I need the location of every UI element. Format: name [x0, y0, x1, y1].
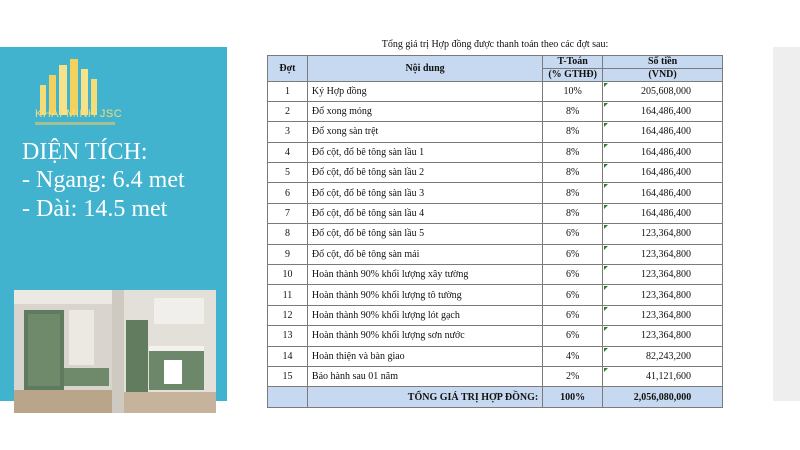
table-row [268, 203, 723, 223]
row-pct: 6% [543, 244, 603, 264]
row-amount: 205,608,000 [603, 81, 723, 101]
row-pct: 10% [543, 81, 603, 101]
row-content: Hoàn thành 90% khối lượng tô tường [307, 285, 542, 305]
row-content: Hoàn thiện và bàn giao [307, 346, 542, 366]
total-label: TỔNG GIÁ TRỊ HỢP ĐỒNG: [307, 387, 542, 407]
row-pct: 8% [543, 163, 603, 183]
row-amount: 82,243,200 [603, 346, 723, 366]
area-length: - Dài: 14.5 met [22, 196, 168, 222]
row-content: Đổ cột, đổ bê tông sàn lầu 2 [307, 163, 542, 183]
row-content: Đổ xong sàn trệt [307, 122, 542, 142]
row-phase: 4 [268, 142, 308, 162]
row-amount: 164,486,400 [603, 183, 723, 203]
row-phase: 12 [268, 305, 308, 325]
table-row [268, 142, 723, 162]
table-row [268, 81, 723, 101]
left-info-panel [0, 47, 227, 401]
table-header-row [268, 55, 723, 68]
right-gray-strip [773, 47, 800, 401]
table-row [268, 244, 723, 264]
total-pct: 100% [543, 387, 603, 407]
row-content: Đổ cột, đổ bê tông sàn mái [307, 244, 542, 264]
row-amount: 41,121,600 [603, 366, 723, 386]
payment-table [267, 35, 723, 408]
header-phase: Đợt [268, 55, 308, 81]
row-amount: 123,364,800 [603, 224, 723, 244]
table-row [268, 326, 723, 346]
row-phase: 7 [268, 203, 308, 223]
table-caption: Tổng giá trị Hợp đồng được thanh toán theo các đợt sau: [268, 35, 723, 55]
table-row [268, 101, 723, 121]
row-content: Đổ cột, đổ bê tông sàn lầu 1 [307, 142, 542, 162]
row-content: Đổ xong móng [307, 101, 542, 121]
total-amount: 2,056,080,000 [603, 387, 723, 407]
header-content: Nội dung [307, 55, 542, 81]
row-pct: 6% [543, 265, 603, 285]
table-row [268, 163, 723, 183]
row-amount: 164,486,400 [603, 163, 723, 183]
row-phase: 9 [268, 244, 308, 264]
row-amount: 123,364,800 [603, 285, 723, 305]
table-total-row [268, 387, 723, 407]
row-pct: 6% [543, 224, 603, 244]
row-amount: 164,486,400 [603, 101, 723, 121]
logo-tagline-decoration [35, 122, 115, 125]
table-row [268, 265, 723, 285]
area-width: - Ngang: 6.4 met [22, 167, 185, 193]
row-phase: 15 [268, 366, 308, 386]
row-phase: 6 [268, 183, 308, 203]
table-row [268, 224, 723, 244]
area-title: DIỆN TÍCH: [22, 139, 148, 165]
row-content: Đổ cột, đổ bê tông sàn lầu 3 [307, 183, 542, 203]
row-pct: 8% [543, 101, 603, 121]
row-content: Bảo hành sau 01 năm [307, 366, 542, 386]
row-phase: 11 [268, 285, 308, 305]
header-rate-unit: (% GTHĐ) [543, 68, 603, 81]
interior-photo [14, 290, 216, 413]
row-amount: 164,486,400 [603, 122, 723, 142]
row-pct: 6% [543, 285, 603, 305]
total-empty-cell [268, 387, 308, 407]
table-row [268, 183, 723, 203]
table-row [268, 346, 723, 366]
row-phase: 13 [268, 326, 308, 346]
row-phase: 5 [268, 163, 308, 183]
header-rate: T-Toán [543, 55, 603, 68]
row-pct: 8% [543, 122, 603, 142]
row-content: Đổ cột, đổ bê tông sàn lầu 4 [307, 203, 542, 223]
company-name: KHAI MINH JSC [35, 108, 123, 120]
row-pct: 4% [543, 346, 603, 366]
row-phase: 1 [268, 81, 308, 101]
header-amount: Số tiền [603, 55, 723, 68]
row-content: Hoàn thành 90% khối lượng lót gạch [307, 305, 542, 325]
row-content: Ký Hợp đồng [307, 81, 542, 101]
row-pct: 2% [543, 366, 603, 386]
row-amount: 123,364,800 [603, 326, 723, 346]
row-phase: 10 [268, 265, 308, 285]
row-pct: 6% [543, 305, 603, 325]
row-content: Đổ cột, đổ bê tông sàn lầu 5 [307, 224, 542, 244]
row-content: Hoàn thành 90% khối lượng xây tường [307, 265, 542, 285]
row-phase: 2 [268, 101, 308, 121]
table-row [268, 285, 723, 305]
table-row [268, 366, 723, 386]
row-amount: 164,486,400 [603, 203, 723, 223]
row-content: Hoàn thành 90% khối lượng sơn nước [307, 326, 542, 346]
row-amount: 164,486,400 [603, 142, 723, 162]
header-amount-unit: (VND) [603, 68, 723, 81]
row-pct: 8% [543, 203, 603, 223]
row-phase: 3 [268, 122, 308, 142]
row-pct: 8% [543, 183, 603, 203]
row-phase: 8 [268, 224, 308, 244]
row-amount: 123,364,800 [603, 265, 723, 285]
payment-schedule [267, 35, 723, 408]
table-caption-row [268, 35, 723, 55]
table-row [268, 305, 723, 325]
row-amount: 123,364,800 [603, 244, 723, 264]
row-pct: 8% [543, 142, 603, 162]
row-pct: 6% [543, 326, 603, 346]
table-row [268, 122, 723, 142]
row-phase: 14 [268, 346, 308, 366]
row-amount: 123,364,800 [603, 305, 723, 325]
